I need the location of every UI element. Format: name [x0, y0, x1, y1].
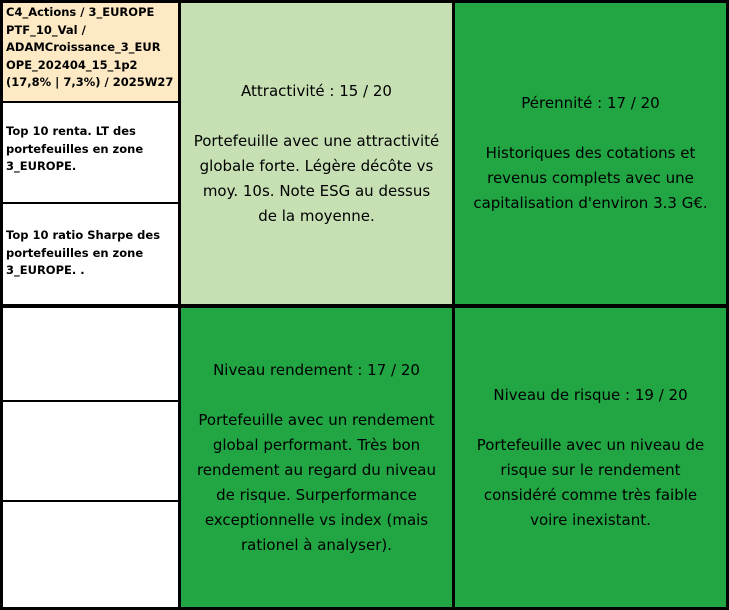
risque-title: Niveau de risque : 19 / 20: [493, 385, 688, 404]
text-line: rationel à analyser).: [241, 535, 392, 554]
text-line: capitalisation d'environ 3.3 G€.: [473, 194, 708, 212]
text-line: moy. 10s. Note ESG au dessus: [202, 181, 431, 200]
text-line: Historiques des cotations et: [485, 144, 696, 162]
rendement-text: [197, 408, 436, 558]
empty-cell: [2, 401, 179, 501]
header-line: OPE_202404_15_1p2: [6, 57, 138, 72]
rendement-title: Niveau rendement : 17 / 20: [213, 360, 420, 379]
top10-sharpe-cell: [2, 203, 179, 305]
text-line: Portefeuille avec une attractivité: [193, 131, 440, 150]
text-line: rendement au regard du niveau: [196, 460, 437, 479]
text-line: globale forte. Légère décôte vs: [199, 156, 434, 175]
header-line: PTF_10_Val /: [6, 22, 86, 37]
rendement-cell: [180, 307, 453, 608]
text-line: Portefeuille avec un rendement: [198, 410, 435, 429]
text-line: considéré comme très faible: [483, 485, 698, 504]
text-line: Portefeuille avec un niveau de: [476, 435, 705, 454]
top10-renta-line: portefeuilles en zone: [6, 141, 144, 156]
header-line: (17,8% | 7,3%) / 2025W27: [6, 75, 174, 89]
text-line: de la moyenne.: [258, 206, 375, 225]
text-line: risque sur le rendement: [500, 460, 681, 479]
text-line: de risque. Surperformance: [216, 485, 417, 504]
header-line: ADAMCroissance_3_EUR: [6, 40, 161, 54]
attractivite-cell: [180, 2, 453, 305]
top10-sharpe-line: portefeuilles en zone: [6, 245, 144, 260]
empty-cell: [2, 307, 179, 401]
attractivite-title: Attractivité : 15 / 20: [241, 81, 392, 100]
attractivite-text: [194, 129, 440, 229]
perennite-cell: [454, 2, 727, 305]
top10-renta-line: 3_EUROPE.: [6, 159, 77, 173]
text-line: exceptionnelle vs index (mais: [204, 510, 429, 529]
portfolio-header-cell: [2, 2, 179, 102]
text-line: revenus complets avec une: [487, 169, 694, 187]
perennite-title: Pérennité : 17 / 20: [521, 94, 660, 112]
header-line: C4_Actions / 3_EUROPE: [6, 5, 155, 19]
perennite-text: [473, 141, 707, 216]
top10-sharpe-line: Top 10 ratio Sharpe des: [6, 228, 161, 242]
text-line: global performant. Très bon: [212, 435, 421, 454]
risque-text: [477, 433, 705, 533]
risque-cell: [454, 307, 727, 608]
top10-sharpe-line: 3_EUROPE. .: [6, 263, 85, 277]
text-line: voire inexistant.: [530, 510, 651, 529]
empty-cell: [2, 501, 179, 608]
top10-renta-line: Top 10 renta. LT des: [6, 124, 136, 138]
top10-renta-cell: [2, 102, 179, 203]
